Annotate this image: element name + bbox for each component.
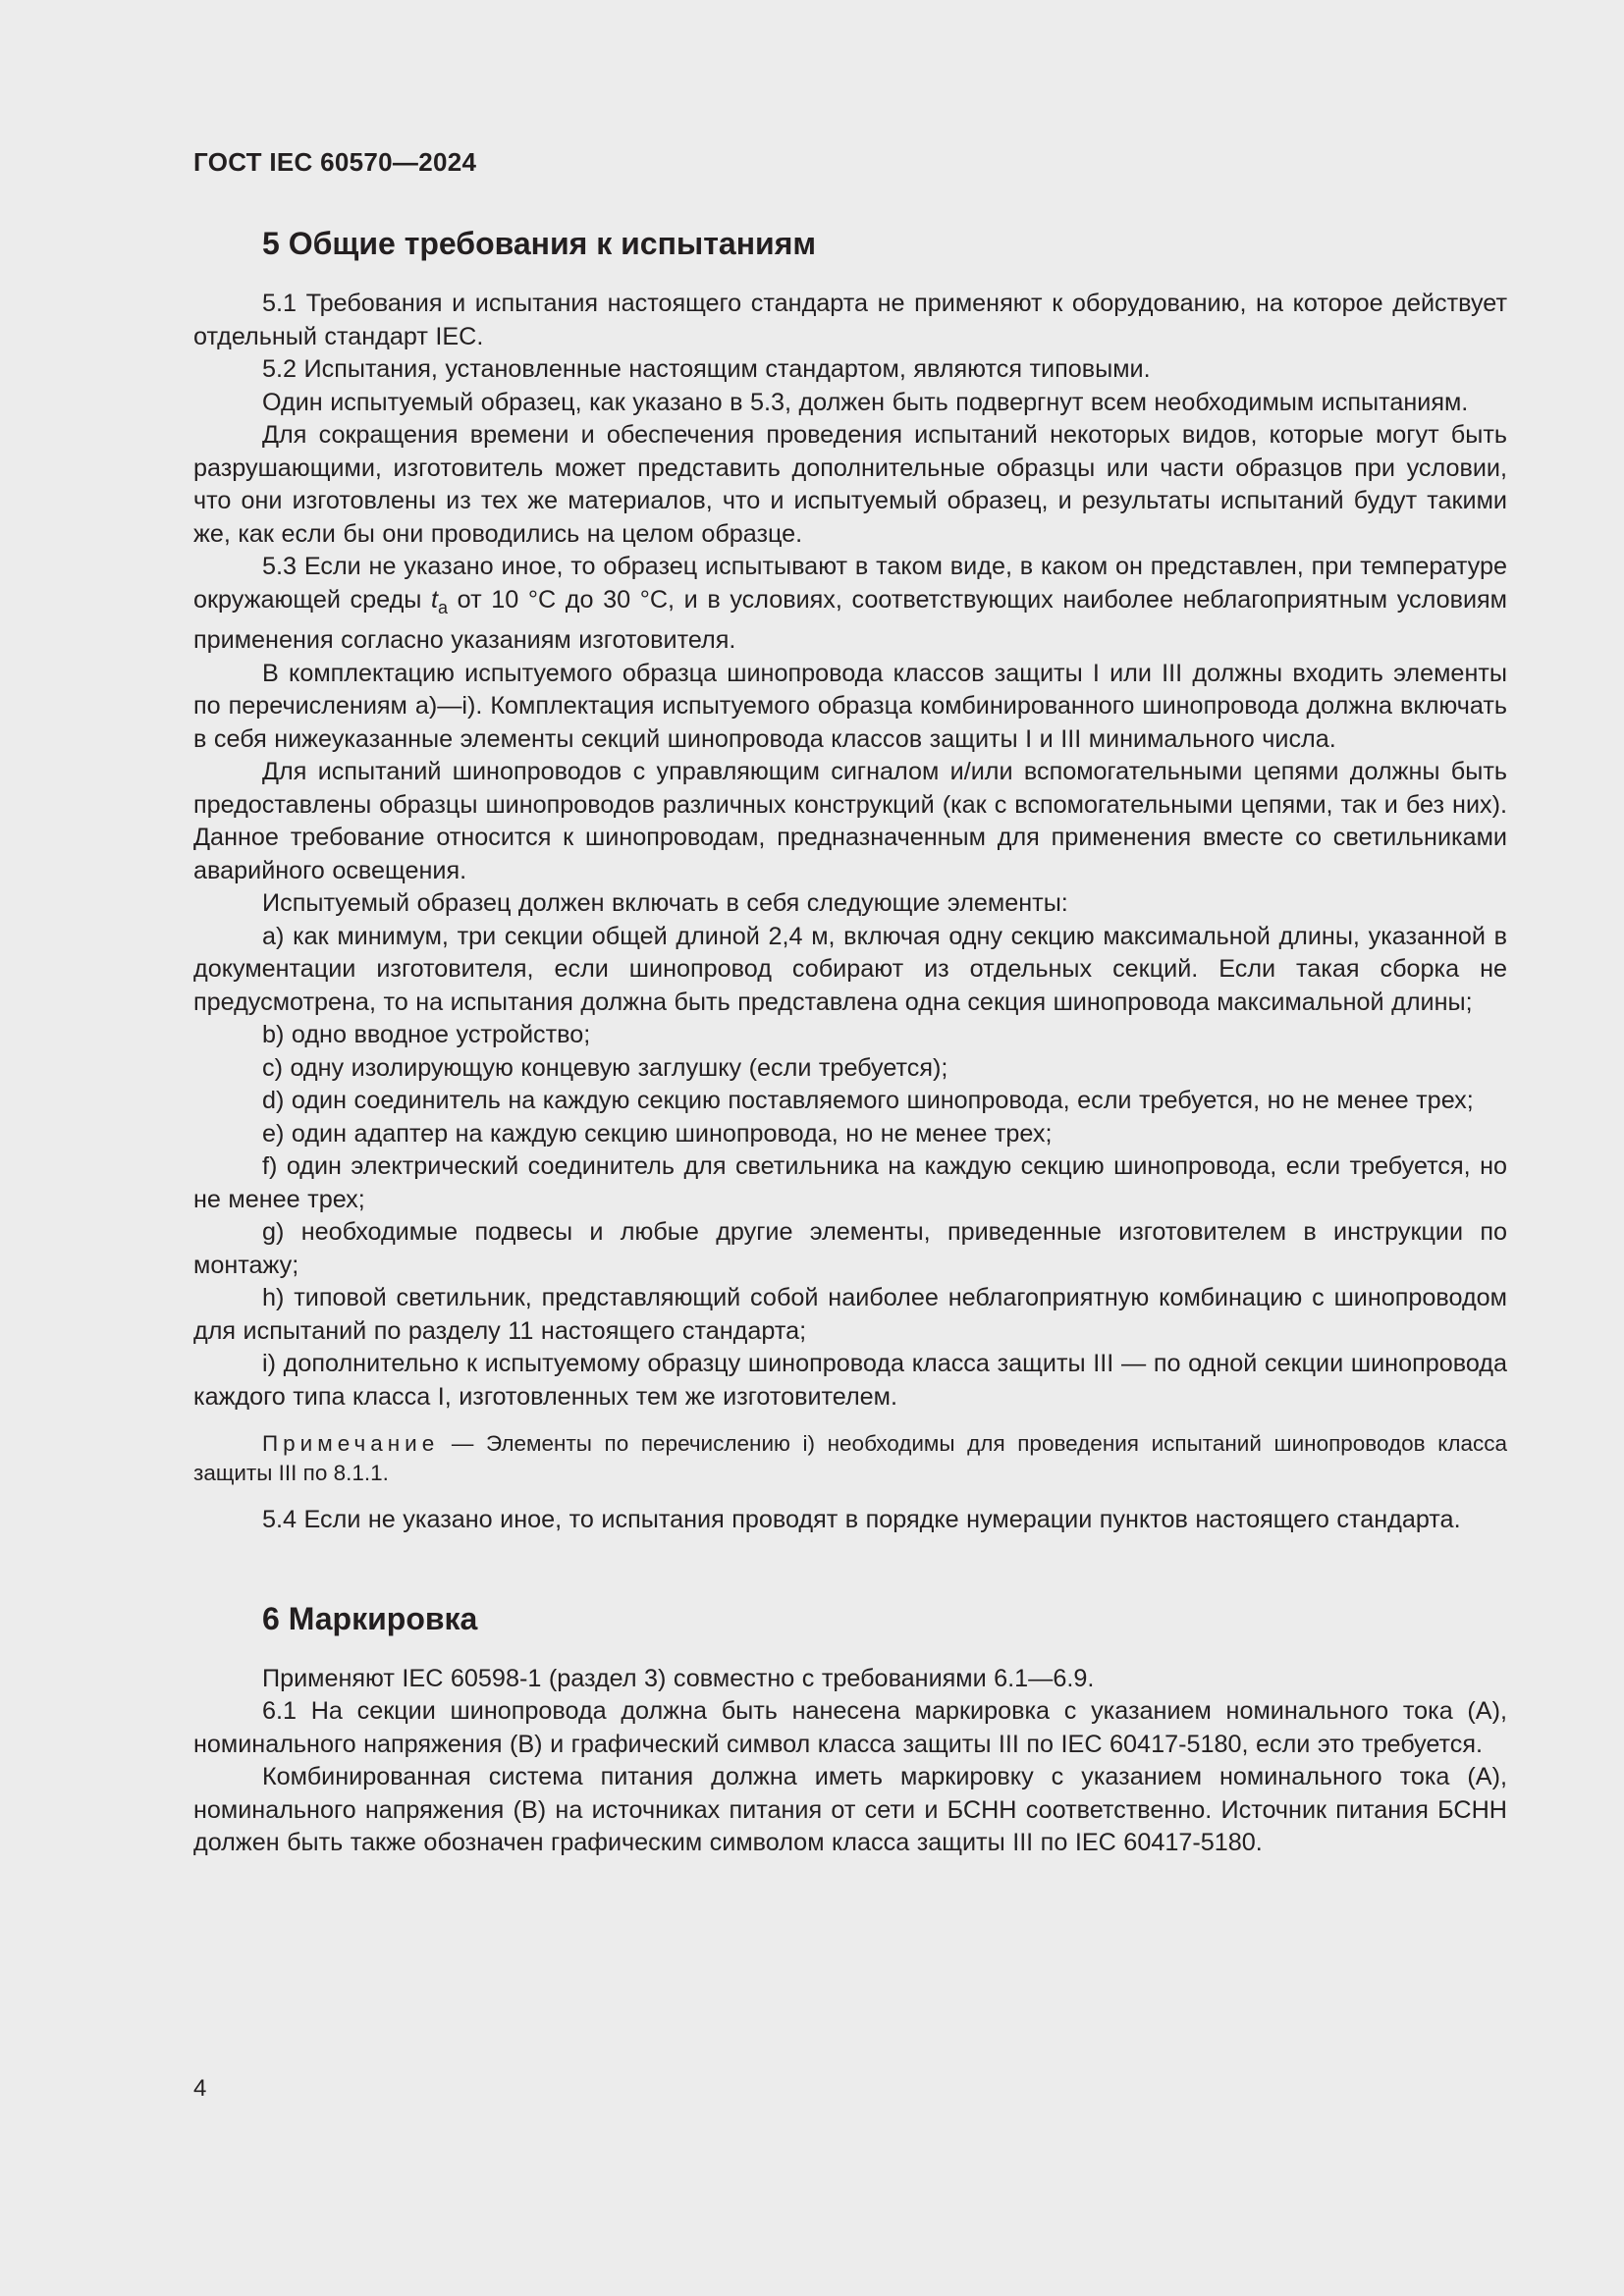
list-item-e: e) один адаптер на каждую секцию шинопровода, но не менее трех;	[262, 1119, 1053, 1148]
paragraph-5-1: 5.1 Требования и испытания настоящего стандарта не применяют к оборудованию, на которое действует отдельный стандарт IEC.	[193, 290, 1507, 350]
section-5-title: 5 Общие требования к испытаниям	[262, 226, 817, 261]
page-number: 4	[193, 2075, 207, 2102]
section-6-title: 6 Маркировка	[262, 1600, 478, 1636]
list-item-i: i) дополнительно к испытуемому образцу шинопровода класса защиты III — по одной секции шинопровода каждого типа класса I, изготовленных тем же изготовителем.	[193, 1350, 1507, 1411]
paragraph-one-sample: Один испытуемый образец, как указано в 5.3, должен быть подвергнут всем необходимым испытаниям.	[262, 388, 1469, 416]
paragraph-apply-iec: Применяют IEC 60598-1 (раздел 3) совместно с требованиями 6.1—6.9.	[262, 1664, 1095, 1692]
paragraph-5-3-start: 5.3 Если не указано иное, то образец испытывают в таком виде, в каком он представлен, при температуре окружающей среды	[193, 553, 1507, 614]
paragraph-5-3	[193, 551, 1507, 658]
temperature-subscript: a	[438, 597, 449, 617]
list-item-f: f) один электрический соединитель для светильника на каждую секцию шинопровода, если требуется, но не менее трех;	[193, 1152, 1507, 1213]
list-item-g: g) необходимые подвесы и любые другие элементы, приведенные изготовителем в инструкции по монтажу;	[193, 1218, 1507, 1279]
paragraph-5-4: 5.4 Если не указано иное, то испытания проводят в порядке нумерации пунктов настоящего стандарта.	[262, 1506, 1461, 1533]
list-item-h: h) типовой светильник, представляющий собой наиболее неблагоприятную комбинацию с шинопроводом для испытаний по разделу 11 настоящего стандарта;	[193, 1284, 1507, 1345]
paragraph-complectation: В комплектацию испытуемого образца шинопровода классов защиты I или III должны входить элементы по перечислениям a)—i). Комплектация испытуемого образца комбинированного шинопровода должна включать в себя нижеуказанные элементы секций шинопровода классов защиты I и III минимального числа.	[193, 659, 1507, 753]
paragraph-5-2: 5.2 Испытания, установленные настоящим стандартом, являются типовыми.	[262, 355, 1151, 383]
document-header: ГОСТ IEC 60570—2024	[193, 147, 477, 177]
paragraph-reduce-time: Для сокращения времени и обеспечения проведения испытаний некоторых видов, которые могут быть разрушающими, изготовитель может представить дополнительные образцы или части образцов при условии, что они изготовлены из тех же материалов, что и испытуемый образец, и результаты испытаний будут такими же, как если бы они проводились на целом образце.	[193, 421, 1507, 548]
list-item-a: a) как минимум, три секции общей длиной 2,4 м, включая одну секцию максимальной длины, указанной в документации изготовителя, если шинопровод собирают из отдельных секций. Если такая сборка не предусмотрена, то на испытания должна быть представлена одна секция шинопровода максимальной длины;	[193, 922, 1507, 1016]
page-content	[193, 221, 1507, 1860]
paragraph-6-1: 6.1 На секции шинопровода должна быть нанесена маркировка с указанием номинального тока (A), номинального напряжения (B) и графический символ класса защиты III по IEC 60417-5180, если это требуется.	[193, 1697, 1507, 1758]
list-item-d: d) один соединитель на каждую секцию поставляемого шинопровода, если требуется, но не менее трех;	[262, 1087, 1474, 1114]
list-item-c: c) одну изолирующую концевую заглушку (если требуется);	[262, 1053, 948, 1082]
paragraph-control-signal: Для испытаний шинопроводов с управляющим сигналом и/или вспомогательными цепями должны быть предоставлены образцы шинопроводов различных конструкций (как с вспомогательными цепями, так и без них). Данное требование относится к шинопроводам, предназначенным для применения вместе со светильниками аварийного освещения.	[193, 758, 1507, 884]
note-text: — Элементы по перечислению i) необходимы для проведения испытаний шинопроводов класса защиты III по 8.1.1.	[193, 1431, 1507, 1485]
paragraph-5-3-end: от 10 °C до 30 °C, и в условиях, соответствующих наиболее неблагоприятным условиям применения согласно указаниям изготовителя.	[193, 585, 1507, 654]
paragraph-elements-intro: Испытуемый образец должен включать в себя следующие элементы:	[262, 889, 1068, 917]
note	[193, 1429, 1507, 1488]
list-item-b: b) одно вводное устройство;	[262, 1021, 591, 1048]
paragraph-combined-system: Комбинированная система питания должна иметь маркировку с указанием номинального тока (A), номинального напряжения (B) на источниках питания от сети и БСНН соответственно. Источник питания БСНН должен быть также обозначен графическим символом класса защиты III по IEC 60417-5180.	[193, 1763, 1507, 1856]
note-label: Примечание	[262, 1431, 440, 1456]
temperature-symbol: t	[431, 585, 438, 614]
